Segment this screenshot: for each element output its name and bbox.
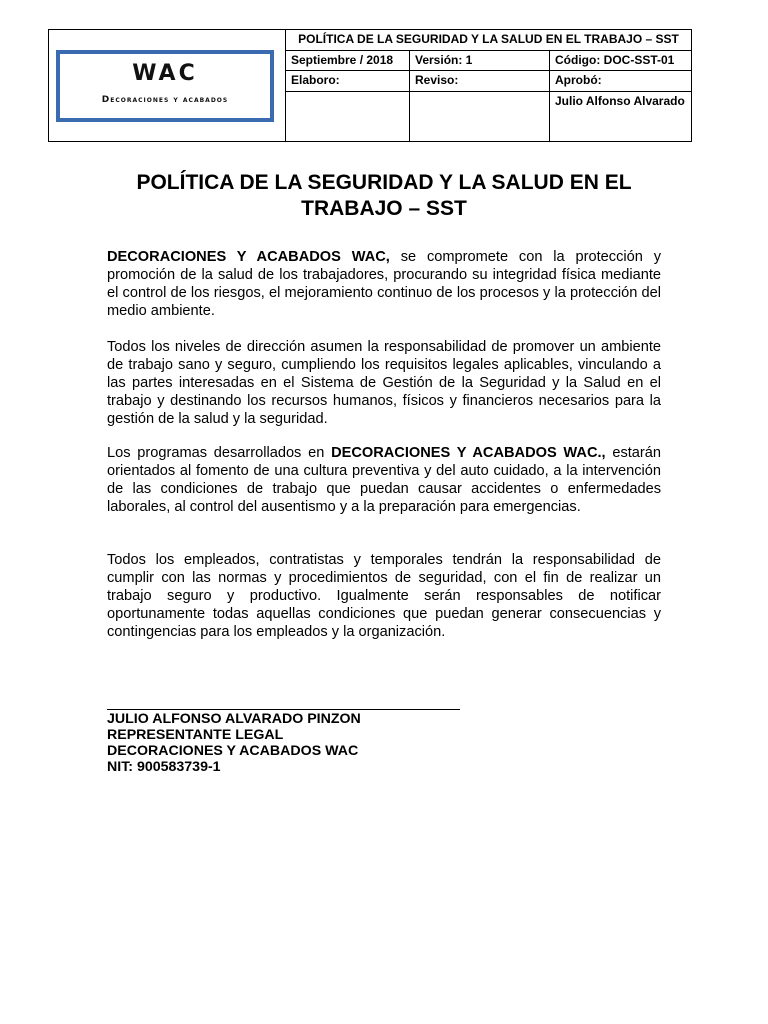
header-date: Septiembre / 2018 — [285, 50, 409, 70]
company-name: DECORACIONES Y ACABADOS WAC., — [331, 445, 606, 461]
header-reviso-label: Reviso: — [409, 70, 549, 91]
paragraph-lead: Los programas desarrollados en — [107, 445, 332, 461]
signatory-nit: NIT: 900583739-1 — [107, 759, 221, 775]
header-elaboro-value — [285, 91, 409, 141]
document-header-table — [48, 29, 692, 142]
signature-line — [107, 709, 460, 710]
logo-cell — [49, 30, 285, 141]
company-name: DECORACIONES Y ACABADOS WAC, — [107, 249, 390, 265]
paragraph-text: estarán orientados al fomento de una cultura preventiva y del auto cuidado, a la intervención de las condiciones de trabajo que puedan causar accidentes o enfermedades laborales, al control del ausentismo y a la preparación para emergencias. — [107, 445, 662, 515]
paragraph-text: se compromete con la protección y promoción de la salud de los trabajadores, procurando su integridad física mediante el control de los riesgos, el mejoramiento continuo de los procesos y la protección del medio ambiente. — [107, 249, 661, 319]
paragraph-management: Todos los niveles de dirección asumen la responsabilidad de promover un ambiente de trabajo sano y seguro, cumpliendo los requisitos legales aplicables, vinculando a las partes interesadas en el Sistema de Gestión de la Seguridad y la Salud en el trabajo y destinando los recursos humanos, físicos y financieros necesarios para la gestión de la salud y la seguridad. — [107, 339, 661, 427]
logo-brand: WAC — [132, 61, 198, 86]
header-aprobo-name: Julio Alfonso Alvarado — [549, 91, 691, 141]
paragraph-programs — [107, 445, 661, 517]
header-code: Código: DOC-SST-01 — [549, 50, 691, 70]
paragraph-employees: Todos los empleados, contratistas y temporales tendrán la responsabilidad de cumplir con las normas y procedimientos de seguridad, con el fin de realizar un trabajo seguro y productivo. Igualmente serán responsables de notificar oportunamente todas aquellas condiciones que puedan generar consecuencias y contingencias para los empleados y la organización. — [107, 552, 661, 640]
signature-block — [107, 711, 361, 775]
company-logo — [56, 50, 274, 122]
header-version: Versión: 1 — [409, 50, 549, 70]
header-title: POLÍTICA DE LA SEGURIDAD Y LA SALUD EN EL TRABAJO – SST — [285, 30, 691, 50]
header-elaboro-label: Elaboro: — [285, 70, 409, 91]
logo-tagline: Decoraciones y acabados — [101, 95, 229, 105]
header-reviso-value — [409, 91, 549, 141]
signatory-name: JULIO ALFONSO ALVARADO PINZON — [107, 711, 361, 727]
signatory-role: REPRESENTANTE LEGAL — [107, 727, 284, 743]
signatory-company: DECORACIONES Y ACABADOS WAC — [107, 743, 359, 759]
header-aprobo-label: Aprobó: — [549, 70, 691, 91]
document-title: POLÍTICA DE LA SEGURIDAD Y LA SALUD EN EL TRABAJO – SST — [136, 171, 632, 220]
paragraph-commitment — [107, 249, 661, 321]
